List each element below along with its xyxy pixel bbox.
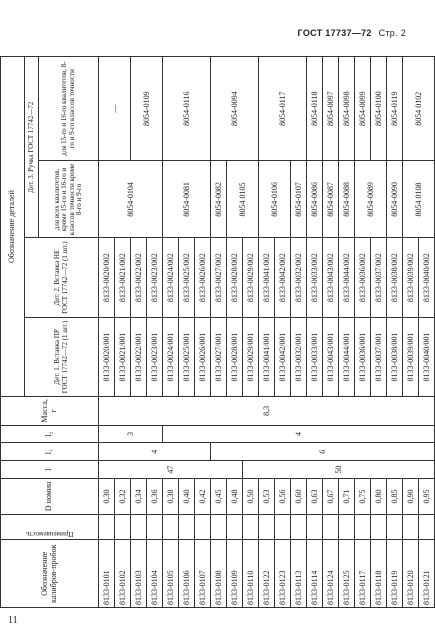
cell-applicability	[419, 514, 435, 540]
cell-det3a: 8054 0105	[227, 161, 259, 238]
cell-det3b: 8054-0094	[211, 57, 259, 161]
cell-designation: 8133-0106	[179, 540, 195, 608]
cell-det3a: 8054-0090	[387, 161, 403, 238]
table-row	[387, 57, 403, 608]
cell-det2: 8133-0044/002	[339, 238, 355, 317]
cell-det2: 8133-0043/002	[323, 238, 339, 317]
cell-designation: 8133-0110	[243, 540, 259, 608]
cell-det2: 8133-0025/002	[179, 238, 195, 317]
table-row	[323, 57, 339, 608]
table-row	[307, 57, 323, 608]
col-applicability: Применяемость	[1, 514, 99, 540]
cell-det3b: 8054-0098	[339, 57, 355, 161]
cell-det1: 8133-0028/001	[227, 317, 243, 396]
table-row	[339, 57, 355, 608]
cell-designation: 8133-0104	[147, 540, 163, 608]
cell-D: 0,50	[243, 479, 259, 515]
page-header	[298, 28, 406, 38]
cell-D: 0,48	[227, 479, 243, 515]
cell-det2: 8133-0039/002	[403, 238, 419, 317]
cell-det1: 8133-0029/001	[243, 317, 259, 396]
cell-det3a: 8054-0086	[307, 161, 323, 238]
cell-designation: 8133-0119	[387, 540, 403, 608]
col-l: l	[1, 461, 99, 479]
cell-det2: 8133-0028/002	[227, 238, 243, 317]
cell-det2: 8133-0033/002	[307, 238, 323, 317]
cell-applicability	[195, 514, 211, 540]
cell-det2: 8133-0026/002	[195, 238, 211, 317]
cell-det2: 8133-0032/002	[291, 238, 307, 317]
cell-designation: 8133-0124	[323, 540, 339, 608]
cell-applicability	[259, 514, 275, 540]
cell-designation: 8133-0114	[307, 540, 323, 608]
cell-l1: 6	[211, 443, 435, 461]
cell-D: 0,63	[307, 479, 323, 515]
cell-det3b: 8054-0117	[259, 57, 307, 161]
cell-det1: 8133-0039/001	[403, 317, 419, 396]
table-row	[355, 57, 371, 608]
rotated-content	[0, 56, 431, 608]
cell-det3b: 8054-0109	[131, 57, 163, 161]
cell-D: 0,42	[195, 479, 211, 515]
cell-det1: 8133-0041/001	[259, 317, 275, 396]
cell-det3b: 8054-0119	[387, 57, 403, 161]
cell-D: 0,71	[339, 479, 355, 515]
cell-det3b: 8054-0097	[323, 57, 339, 161]
cell-designation: 8133-0118	[371, 540, 387, 608]
cell-applicability	[339, 514, 355, 540]
col-designation: Обозначение калибров-пробок	[1, 540, 99, 608]
cell-D: 0,45	[211, 479, 227, 515]
cell-det1: 8133-0044/001	[339, 317, 355, 396]
col-group-details: Обозначение деталей	[1, 57, 25, 397]
cell-det3b: 8054-0099	[355, 57, 371, 161]
cell-applicability	[243, 514, 259, 540]
cell-det1: 8133-0021/001	[115, 317, 131, 396]
cell-D: 0,40	[179, 479, 195, 515]
cell-D: 0,34	[131, 479, 147, 515]
cell-l2: 3	[99, 425, 163, 443]
cell-D: 0,56	[275, 479, 291, 515]
col-det2: Дет. 2. Вставка НЕ ГОСТ 17742—72 (1 шт.)	[25, 238, 99, 317]
cell-det1: 8133-0033/001	[307, 317, 323, 396]
cell-applicability	[371, 514, 387, 540]
cell-D: 0,75	[355, 479, 371, 515]
cell-l: 47	[99, 461, 243, 479]
cell-applicability	[179, 514, 195, 540]
cell-det3a: 8054-0088	[339, 161, 355, 238]
cell-det3b: 8054-0118	[307, 57, 323, 161]
cell-det2: 8133-0022/002	[131, 238, 147, 317]
cell-D: 0,30	[99, 479, 115, 515]
col-l1: l₁	[1, 443, 99, 461]
cell-det1: 8133-0040/001	[419, 317, 435, 396]
cell-D: 0,36	[147, 479, 163, 515]
cell-det3a: 8054-0106	[259, 161, 291, 238]
col-D: D номин	[1, 479, 99, 515]
cell-det3b: —	[99, 57, 131, 161]
cell-D: 0,67	[323, 479, 339, 515]
cell-l1: 4	[99, 443, 211, 461]
cell-designation: 8133-0107	[195, 540, 211, 608]
cell-det1: 8133-0027/001	[211, 317, 227, 396]
cell-det1: 8133-0043/001	[323, 317, 339, 396]
table-row	[131, 57, 147, 608]
cell-designation: 8133-0122	[259, 540, 275, 608]
cell-det2: 8133-0029/002	[243, 238, 259, 317]
cell-designation: 8133-0109	[227, 540, 243, 608]
cell-det3b: 8054 0102	[403, 57, 435, 161]
cell-det3a: 8054 0108	[403, 161, 435, 238]
cell-det2: 8133-0042/002	[275, 238, 291, 317]
col-det3-group: Дет. 3. Ручка ГОСТ 17742—72	[25, 57, 39, 238]
cell-det2: 8133-0023/002	[147, 238, 163, 317]
cell-det3a: 8054-0107	[291, 161, 307, 238]
cell-mass: 8,3	[99, 397, 435, 425]
cell-D: 0,95	[419, 479, 435, 515]
cell-applicability	[323, 514, 339, 540]
table-row	[371, 57, 387, 608]
cell-applicability	[307, 514, 323, 540]
cell-det1: 8133-0022/001	[131, 317, 147, 396]
cell-applicability	[403, 514, 419, 540]
cell-designation: 8133-0105	[163, 540, 179, 608]
cell-designation: 8133-0101	[99, 540, 115, 608]
cell-det2: 8133-0040/002	[419, 238, 435, 317]
cell-det3a: 8054-0082	[211, 161, 227, 238]
cell-applicability	[115, 514, 131, 540]
cell-det3a: 8054-0081	[163, 161, 211, 238]
cell-det1: 8133-0038/001	[387, 317, 403, 396]
cell-det3a: 8054-0087	[323, 161, 339, 238]
cell-det1: 8133-0024/001	[163, 317, 179, 396]
table-row	[259, 57, 275, 608]
cell-designation: 8133-0121	[419, 540, 435, 608]
calibers-table	[0, 56, 435, 608]
cell-det2: 8133-0037/002	[371, 238, 387, 317]
col-det1: Дет. 1. Вставка ПР ГОСТ 17742—72 (1 шт.)	[25, 317, 99, 396]
cell-det2: 8133-0041/002	[259, 238, 275, 317]
cell-designation: 8133-0125	[339, 540, 355, 608]
cell-designation: 8133-0120	[403, 540, 419, 608]
cell-designation: 8133-0103	[131, 540, 147, 608]
cell-det1: 8133-0032/001	[291, 317, 307, 396]
col-l2: l₂	[1, 425, 99, 443]
cell-applicability	[227, 514, 243, 540]
cell-det3b: 8054-0116	[163, 57, 211, 161]
cell-det1: 8133-0025/001	[179, 317, 195, 396]
cell-designation: 8133-0113	[291, 540, 307, 608]
cell-l2: 4	[163, 425, 435, 443]
cell-det2: 8133-0036/002	[355, 238, 371, 317]
cell-designation: 8133-0102	[115, 540, 131, 608]
cell-D: 0,60	[291, 479, 307, 515]
cell-det1: 8133-0020/001	[99, 317, 115, 396]
cell-applicability	[99, 514, 115, 540]
col-det3b: для 15-го и 16-го квалитетов, 8-го и 9-го классов точности	[39, 57, 99, 161]
table-row	[211, 57, 227, 608]
cell-applicability	[163, 514, 179, 540]
page-number: 11	[8, 615, 18, 626]
cell-l: 50	[243, 461, 435, 479]
cell-applicability	[147, 514, 163, 540]
cell-det1: 8133-0023/001	[147, 317, 163, 396]
cell-applicability	[355, 514, 371, 540]
cell-det1: 8133-0026/001	[195, 317, 211, 396]
cell-det2: 8133-0021/002	[115, 238, 131, 317]
cell-designation: 8133-0108	[211, 540, 227, 608]
table-row	[163, 57, 179, 608]
cell-D: 0,90	[403, 479, 419, 515]
cell-det2: 8133-0020/002	[99, 238, 115, 317]
col-det3a: для всех квалитетов, кроме 15-го и 16-го и классов точности кроме 8-го и 9-го	[39, 161, 99, 238]
cell-applicability	[291, 514, 307, 540]
cell-D: 0,38	[163, 479, 179, 515]
cell-applicability	[131, 514, 147, 540]
table-row	[403, 57, 419, 608]
col-mass: Масса, г	[1, 397, 99, 425]
cell-D: 0,53	[259, 479, 275, 515]
standard-number: ГОСТ 17737—72	[297, 28, 372, 38]
table-row	[99, 57, 115, 608]
cell-det3a: 8054-0089	[355, 161, 387, 238]
cell-D: 0,80	[371, 479, 387, 515]
cell-det2: 8133-0024/002	[163, 238, 179, 317]
cell-det3b: 8054-0100	[371, 57, 387, 161]
cell-det2: 8133-0038/002	[387, 238, 403, 317]
cell-D: 0,85	[387, 479, 403, 515]
page-label: Стр. 2	[378, 28, 406, 38]
cell-applicability	[211, 514, 227, 540]
cell-designation: 8133-0123	[275, 540, 291, 608]
cell-det1: 8133-0042/001	[275, 317, 291, 396]
cell-det3a: 8054-0104	[99, 161, 163, 238]
cell-applicability	[387, 514, 403, 540]
cell-applicability	[275, 514, 291, 540]
cell-det2: 8133-0027/002	[211, 238, 227, 317]
cell-D: 0,32	[115, 479, 131, 515]
cell-designation: 8133-0117	[355, 540, 371, 608]
cell-det1: 8133-0036/001	[355, 317, 371, 396]
cell-det1: 8133-0037/001	[371, 317, 387, 396]
